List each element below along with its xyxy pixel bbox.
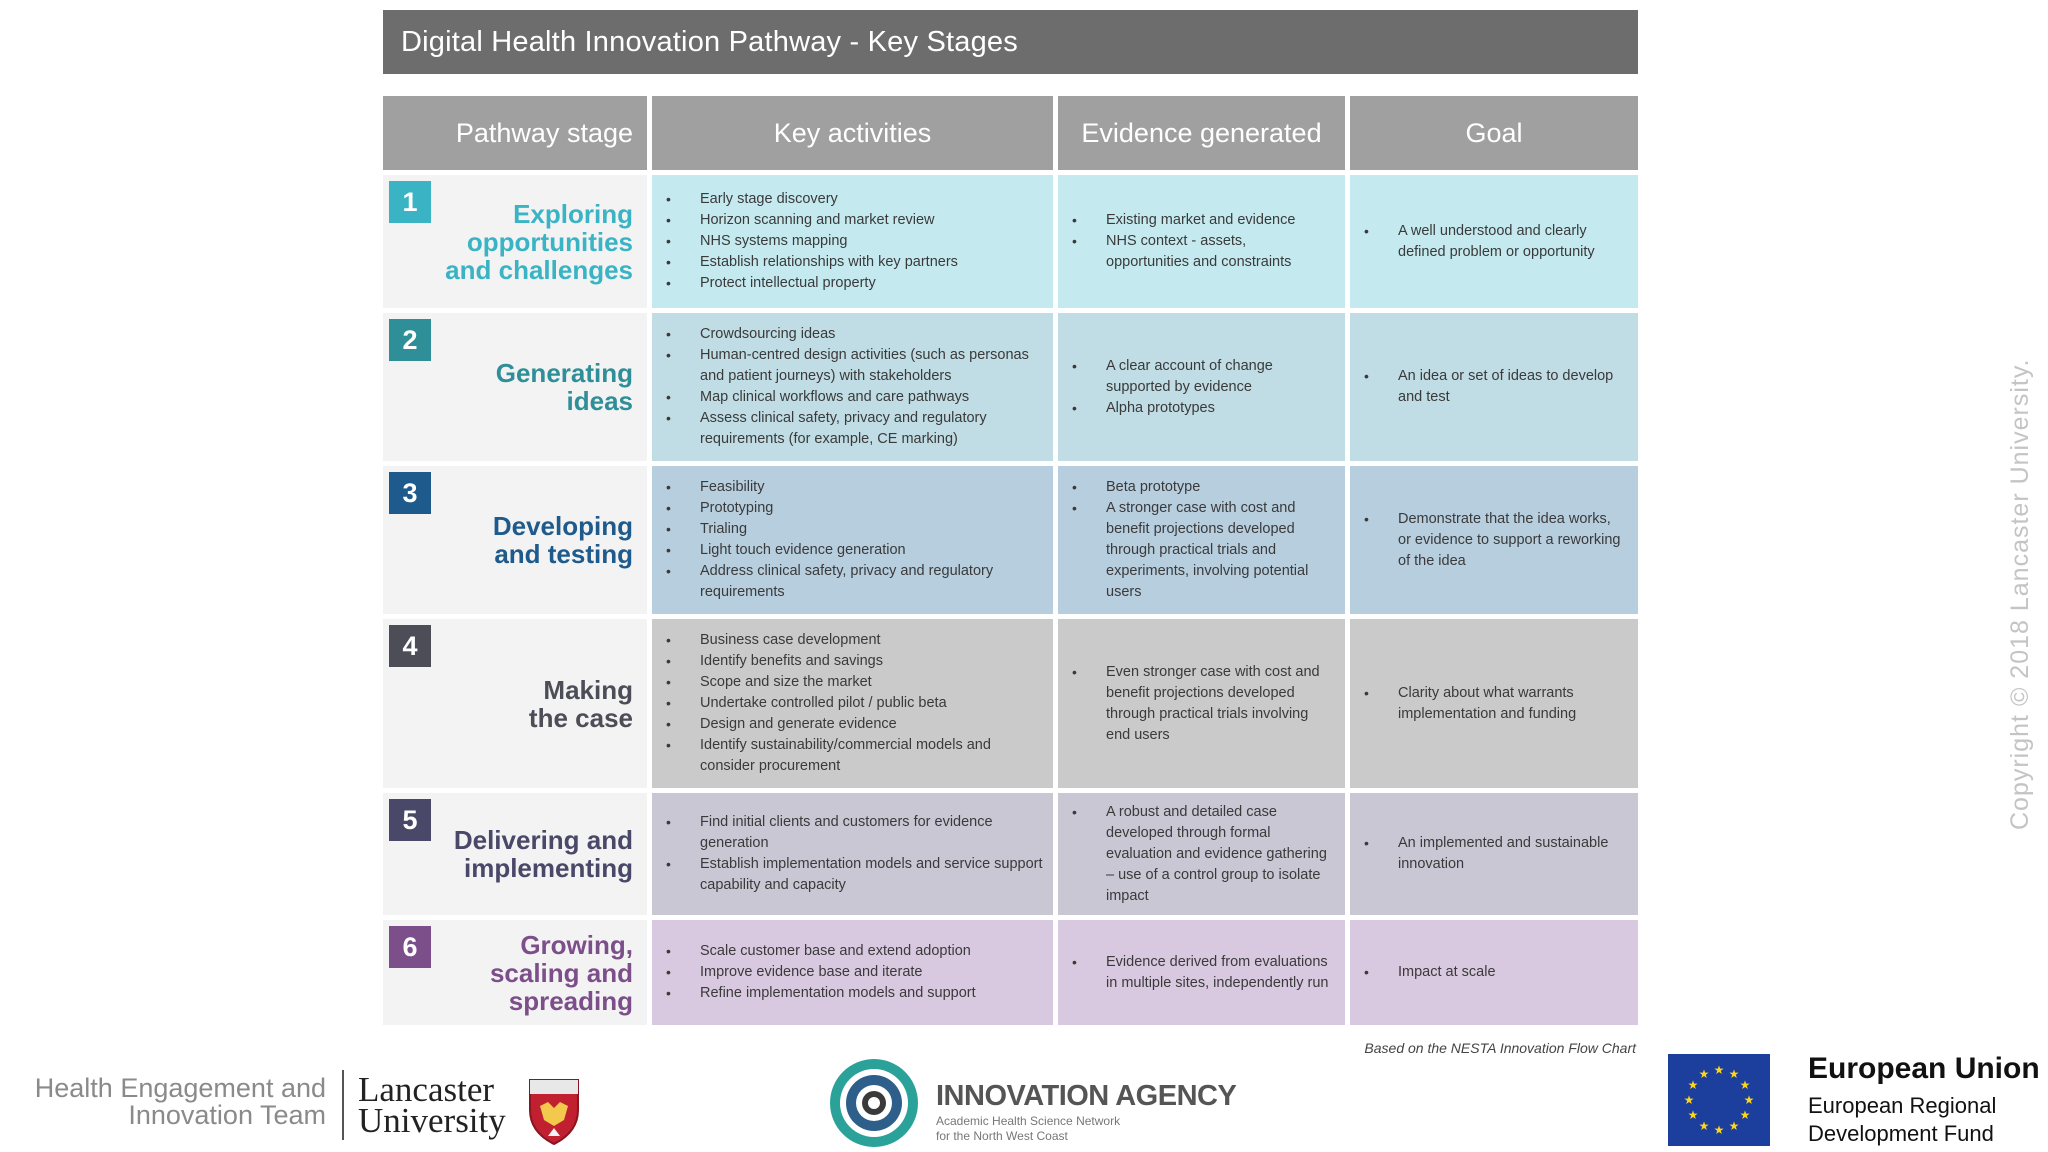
list-item: • Scope and size the market xyxy=(652,672,1043,693)
list-item: • Identify sustainability/commercial models and consider procurement xyxy=(652,735,1043,777)
stage-row-2 xyxy=(383,313,1638,461)
goal-cell xyxy=(1350,313,1638,461)
page-title: Digital Health Innovation Pathway - Key Stages xyxy=(401,25,1018,58)
list-item: • NHS context - assets, opportunities and constraints xyxy=(1058,231,1333,273)
activities-list xyxy=(652,477,1053,603)
header-pathway-stage: Pathway stage xyxy=(383,96,647,170)
list-item: • Even stronger case with cost and benefit projections developed through practical trials involving end users xyxy=(1058,662,1333,746)
ia-title: INNOVATION AGENCY xyxy=(936,1080,1237,1112)
list-item: • Feasibility xyxy=(652,477,1043,498)
stage-name xyxy=(445,200,633,284)
activities-list xyxy=(652,630,1053,777)
list-item: • Protect intellectual property xyxy=(652,273,958,294)
goal-cell xyxy=(1350,619,1638,788)
goal-list xyxy=(1350,683,1638,725)
ia-subtitle-line1: Academic Health Science Network xyxy=(936,1114,1121,1128)
lancaster-logo-line2: University xyxy=(358,1101,506,1140)
eu-fund-line2: Development Fund xyxy=(1808,1121,1994,1146)
list-item: • Horizon scanning and market review xyxy=(652,210,958,231)
table-header-row xyxy=(383,96,1638,170)
copyright-notice: Copyright © 2018 Lancaster University. xyxy=(2006,358,2034,830)
activities-list xyxy=(652,189,968,294)
list-item: • Human-centred design activities (such as personas and patient journeys) with stakeholders xyxy=(652,345,1043,387)
list-item: • Find initial clients and customers for evidence generation xyxy=(652,812,1043,854)
list-item: • Improve evidence base and iterate xyxy=(652,962,976,983)
stage-name-line: the case xyxy=(528,702,633,733)
stage-name-line: and challenges xyxy=(445,254,633,285)
eu-star-icon: ★ xyxy=(1728,1118,1740,1133)
list-item: • Scale customer base and extend adoption xyxy=(652,941,976,962)
list-item: • A well understood and clearly defined problem or opportunity xyxy=(1350,221,1626,263)
source-note: Based on the NESTA Innovation Flow Chart xyxy=(1364,1040,1636,1056)
list-item: • Design and generate evidence xyxy=(652,714,1043,735)
list-item: • Establish relationships with key partners xyxy=(652,252,958,273)
title-bar xyxy=(383,10,1638,74)
header-key-activities: Key activities xyxy=(652,96,1053,170)
eu-star-icon: ★ xyxy=(1713,1123,1725,1137)
eu-star-icon: ★ xyxy=(1739,1078,1751,1092)
innovation-agency-logo-icon xyxy=(822,1056,926,1150)
header-evidence-generated: Evidence generated xyxy=(1058,96,1345,170)
list-item: • Early stage discovery xyxy=(652,189,958,210)
goal-list xyxy=(1350,962,1508,983)
stage-number-badge: 3 xyxy=(389,472,431,514)
list-item: • A clear account of change supported by evidence xyxy=(1058,356,1333,398)
stage-name-line: Growing, xyxy=(520,929,633,960)
list-item: • Business case development xyxy=(652,630,1043,651)
lancaster-logo-line1: Lancaster xyxy=(358,1070,495,1109)
list-item: • Demonstrate that the idea works, or evidence to support a reworking of the idea xyxy=(1350,509,1626,572)
stage-name-line: spreading xyxy=(508,985,633,1016)
pathway-table xyxy=(383,96,1638,1030)
goal-list xyxy=(1350,833,1638,875)
list-item: • Evidence derived from evaluations in multiple sites, independently run xyxy=(1058,952,1333,994)
stage-name xyxy=(493,512,633,568)
eu-star-icon: ★ xyxy=(1687,1108,1699,1122)
list-item: • An idea or set of ideas to develop and test xyxy=(1350,366,1626,408)
eu-star-icon: ★ xyxy=(1683,1093,1695,1107)
list-item: • Establish implementation models and service support capability and capacity xyxy=(652,854,1043,896)
stage-name-line: implementing xyxy=(463,853,633,883)
list-item: • A robust and detailed case developed through formal evaluation and evidence gathering – use of a control group to isolate impact xyxy=(1058,802,1333,907)
eu-star-icon: ★ xyxy=(1687,1078,1699,1092)
stage-row-5 xyxy=(383,793,1638,915)
logo-divider xyxy=(342,1070,344,1140)
stage-name-line: Exploring xyxy=(513,198,633,229)
list-item: • A stronger case with cost and benefit projections developed through practical trials and experiments, involving potential users xyxy=(1058,498,1333,603)
stage-name-line: and testing xyxy=(494,539,633,569)
stage-name-line: Delivering and xyxy=(453,825,633,855)
list-item: • Beta prototype xyxy=(1058,477,1333,498)
goal-cell xyxy=(1350,175,1638,308)
key-activities-cell xyxy=(652,793,1053,915)
stage-row-1 xyxy=(383,175,1638,308)
stage-name-line: ideas xyxy=(566,386,633,416)
activities-list xyxy=(652,812,1053,896)
eu-flag-icon xyxy=(1668,1054,1770,1146)
evidence-list xyxy=(1058,662,1345,746)
key-activities-cell xyxy=(652,920,1053,1025)
stage-name-line: Developing xyxy=(492,511,633,541)
stage-cell xyxy=(383,793,647,915)
stage-name xyxy=(496,359,633,415)
eu-fund-line1: European Regional xyxy=(1808,1093,1997,1118)
stage-row-4 xyxy=(383,619,1638,788)
stage-number-badge: 1 xyxy=(389,181,431,223)
activities-list xyxy=(652,941,986,1004)
stage-cell xyxy=(383,920,647,1025)
het-logo xyxy=(10,1075,326,1129)
ia-subtitle-line2: for the North West Coast xyxy=(936,1129,1068,1143)
stage-name-line: Making xyxy=(543,674,633,705)
stage-number-badge: 4 xyxy=(389,625,431,667)
evidence-list xyxy=(1058,210,1345,273)
stage-row-3 xyxy=(383,466,1638,614)
innovation-agency-wordmark xyxy=(936,1080,1236,1143)
activities-list xyxy=(652,324,1053,450)
evidence-cell xyxy=(1058,793,1345,915)
header-goal: Goal xyxy=(1350,96,1638,170)
list-item: • Trialing xyxy=(652,519,1043,540)
list-item: • Map clinical workflows and care pathways xyxy=(652,387,1043,408)
eu-fund-label xyxy=(1808,1092,1996,1148)
evidence-cell xyxy=(1058,466,1345,614)
key-activities-cell xyxy=(652,313,1053,461)
goal-cell xyxy=(1350,793,1638,915)
evidence-list xyxy=(1058,952,1345,994)
stage-name-line: scaling and xyxy=(489,957,633,988)
het-logo-line2: Innovation Team xyxy=(128,1100,326,1130)
lancaster-university-logo xyxy=(358,1070,506,1140)
list-item: • Impact at scale xyxy=(1350,962,1496,983)
stage-number-badge: 6 xyxy=(389,926,431,968)
list-item: • Address clinical safety, privacy and regulatory requirements xyxy=(652,561,1043,603)
evidence-list xyxy=(1058,477,1345,603)
list-item: • Crowdsourcing ideas xyxy=(652,324,1043,345)
eu-star-icon: ★ xyxy=(1739,1108,1751,1122)
list-item: • Prototyping xyxy=(652,498,1043,519)
stage-cell xyxy=(383,313,647,461)
list-item: • Existing market and evidence xyxy=(1058,210,1333,231)
evidence-list xyxy=(1058,802,1345,907)
stage-name-line: Generating xyxy=(495,358,633,388)
stage-name xyxy=(490,931,633,1015)
stage-name xyxy=(529,676,633,732)
eu-star-icon: ★ xyxy=(1698,1118,1710,1133)
goal-list xyxy=(1350,509,1638,572)
list-item: • Light touch evidence generation xyxy=(652,540,1043,561)
list-item: • Identify benefits and savings xyxy=(652,651,1043,672)
evidence-cell xyxy=(1058,175,1345,308)
goal-cell xyxy=(1350,920,1638,1025)
stage-cell xyxy=(383,175,647,308)
evidence-list xyxy=(1058,356,1345,419)
eu-star-icon: ★ xyxy=(1713,1063,1725,1077)
list-item: • NHS systems mapping xyxy=(652,231,958,252)
key-activities-cell xyxy=(652,619,1053,788)
evidence-cell xyxy=(1058,920,1345,1025)
lancaster-crest-icon xyxy=(526,1076,582,1146)
stage-number-badge: 2 xyxy=(389,319,431,361)
stage-row-6 xyxy=(383,920,1638,1025)
stage-number-badge: 5 xyxy=(389,799,431,841)
list-item: • Assess clinical safety, privacy and regulatory requirements (for example, CE marking) xyxy=(652,408,1043,450)
key-activities-cell xyxy=(652,175,1053,308)
table-body xyxy=(383,175,1638,1025)
eu-star-icon: ★ xyxy=(1698,1067,1710,1082)
goal-list xyxy=(1350,366,1638,408)
stage-name xyxy=(454,826,633,882)
het-logo-line1: Health Engagement and xyxy=(34,1073,326,1103)
evidence-cell xyxy=(1058,619,1345,788)
key-activities-cell xyxy=(652,466,1053,614)
list-item: • Alpha prototypes xyxy=(1058,398,1333,419)
list-item: • Undertake controlled pilot / public beta xyxy=(652,693,1043,714)
eu-title: European Union xyxy=(1808,1052,2040,1085)
list-item: • Clarity about what warrants implementation and funding xyxy=(1350,683,1626,725)
eu-star-icon: ★ xyxy=(1728,1067,1740,1082)
list-item: • An implemented and sustainable innovation xyxy=(1350,833,1626,875)
stage-cell xyxy=(383,466,647,614)
stage-name-line: opportunities xyxy=(466,226,633,257)
evidence-cell xyxy=(1058,313,1345,461)
eu-star-icon: ★ xyxy=(1743,1093,1755,1107)
list-item: • Refine implementation models and support xyxy=(652,983,976,1004)
goal-cell xyxy=(1350,466,1638,614)
goal-list xyxy=(1350,221,1638,263)
stage-cell xyxy=(383,619,647,788)
